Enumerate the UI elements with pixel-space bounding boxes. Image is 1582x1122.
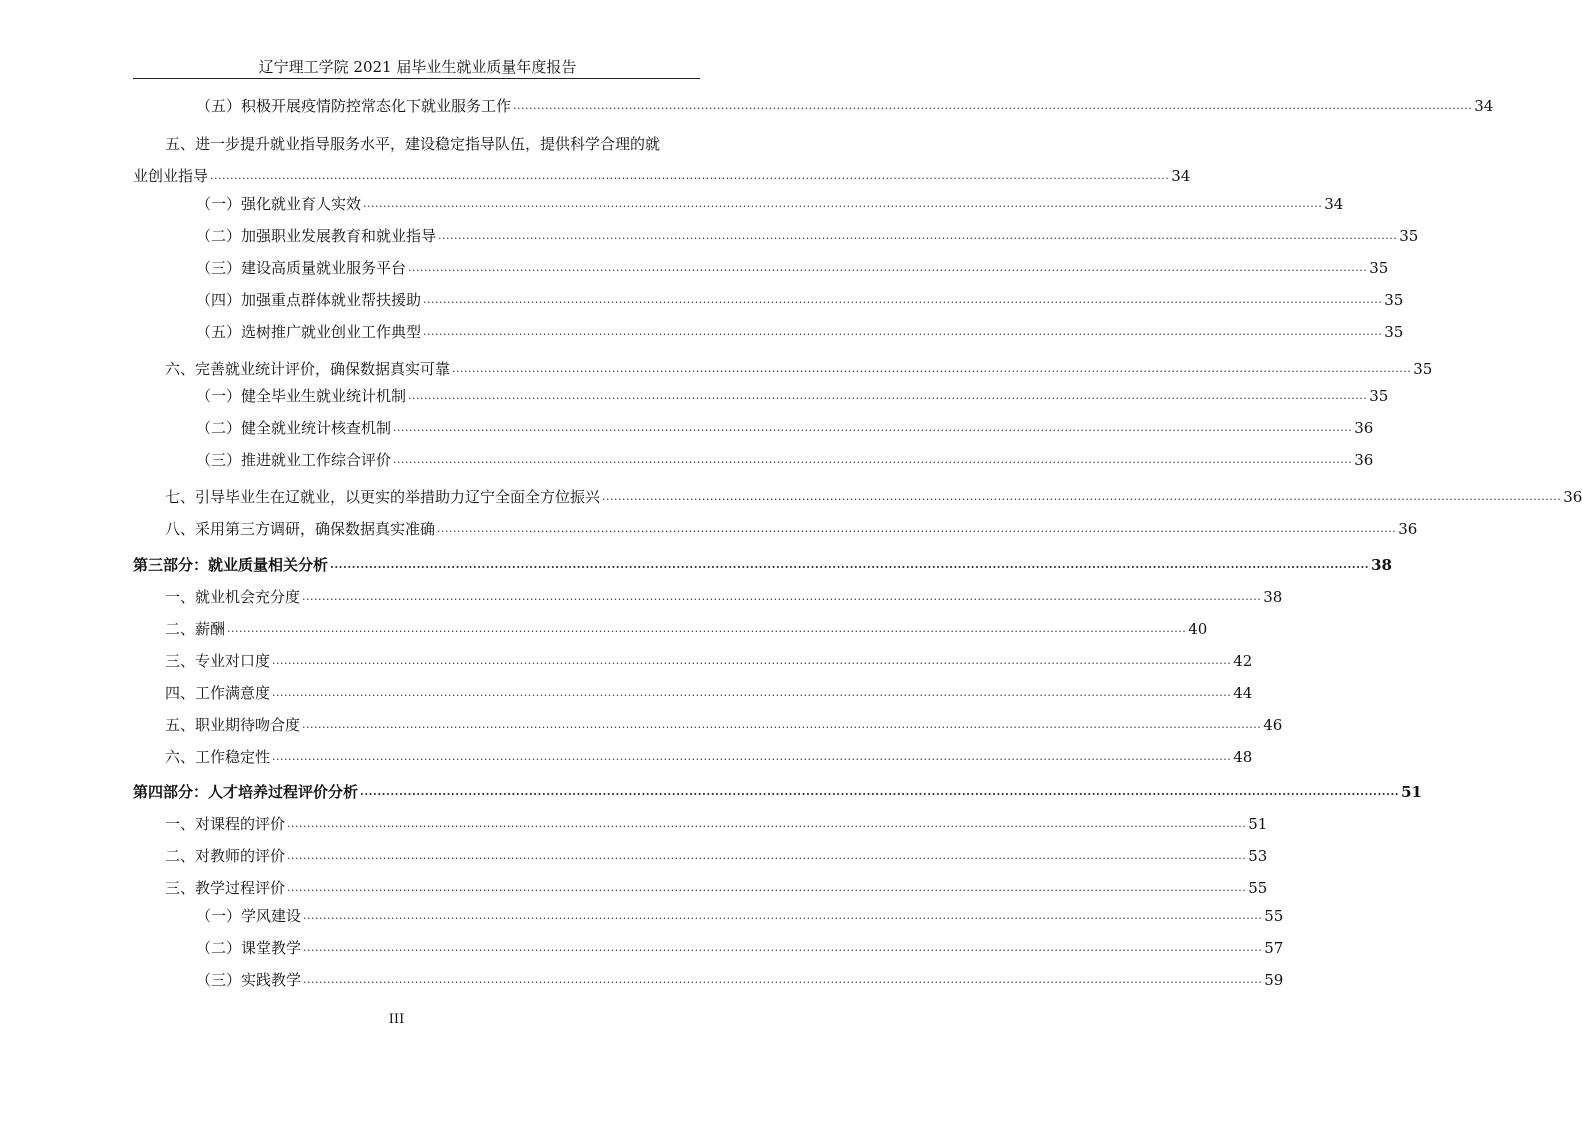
toc-entry-page: 34 xyxy=(1474,97,1494,115)
dot-leader: ................................................................................................................................................................................................................................................ xyxy=(513,99,1473,112)
toc-entry-label: （四）加强重点群体就业帮扶援助 xyxy=(196,291,422,309)
toc-entry[interactable] xyxy=(133,906,1284,926)
toc-entry-label: （一）学风建设 xyxy=(196,907,302,925)
toc-entry-label: 六、完善就业统计评价，确保数据真实可靠 xyxy=(165,360,451,378)
toc-entry-page: 55 xyxy=(1248,879,1268,897)
toc-entry[interactable] xyxy=(133,258,1389,278)
dot-leader: ................................................................................................................................................................................................................................................ xyxy=(287,849,1247,862)
toc-entry[interactable] xyxy=(133,587,1283,607)
toc-entry-label: 三、教学过程评价 xyxy=(165,879,286,897)
toc-entry[interactable] xyxy=(133,290,1404,310)
toc-entry-page: 42 xyxy=(1233,652,1253,670)
toc-entry-label: 业创业指导 xyxy=(133,167,209,185)
dot-leader: ................................................................................................................................................................................................................................................ xyxy=(287,817,1247,830)
dot-leader: ................................................................................................................................................................................................................................................ xyxy=(408,261,1368,274)
toc-entry[interactable] xyxy=(133,619,1208,639)
dot-leader: ................................................................................................................................................................................................................................................ xyxy=(302,590,1262,603)
toc-entry[interactable] xyxy=(133,386,1389,406)
header-rule xyxy=(133,78,700,79)
toc-entry[interactable] xyxy=(133,450,1374,470)
toc-entry-label: （二）健全就业统计核查机制 xyxy=(196,419,392,437)
toc-entry[interactable] xyxy=(133,846,1268,866)
toc-entry-label: （五）积极开展疫情防控常态化下就业服务工作 xyxy=(196,97,512,115)
toc-entry-page: 35 xyxy=(1384,291,1404,309)
dot-leader: ................................................................................................................................................................................................................................................ xyxy=(438,229,1398,242)
toc-entry-page: 40 xyxy=(1188,620,1208,638)
toc-entry[interactable] xyxy=(133,322,1404,342)
toc-entry-page: 36 xyxy=(1563,488,1582,506)
toc-entry[interactable] xyxy=(133,651,1253,671)
toc-entry[interactable] xyxy=(133,938,1284,958)
toc-entry-page: 53 xyxy=(1248,847,1268,865)
toc-entry-page: 36 xyxy=(1398,520,1418,538)
toc-entry-label: 五、职业期待吻合度 xyxy=(165,716,301,734)
toc-part-entry[interactable] xyxy=(133,555,1392,575)
toc-entry-label: （五）选树推广就业创业工作典型 xyxy=(196,323,422,341)
toc-entry-label: （三）推进就业工作综合评价 xyxy=(196,451,392,469)
toc-entry-page: 36 xyxy=(1354,419,1374,437)
toc-entry-page: 38 xyxy=(1371,556,1392,574)
dot-leader: ................................................................................................................................................................................................................................................ xyxy=(303,973,1263,986)
dot-leader: ................................................................................................................................................................................................................................................ xyxy=(437,522,1397,535)
toc-entry-label: 二、对教师的评价 xyxy=(165,847,286,865)
dot-leader: ................................................................................................................................................................................................................................................ xyxy=(393,421,1353,434)
running-header: 辽宁理工学院 2021 届毕业生就业质量年度报告 xyxy=(258,58,577,76)
toc-entry[interactable] xyxy=(133,683,1253,703)
toc-entry[interactable] xyxy=(133,359,1433,379)
dot-leader: ................................................................................................................................................................................................................................................ xyxy=(602,490,1562,503)
toc-entry[interactable] xyxy=(133,226,1419,246)
toc-entry-page: 57 xyxy=(1264,939,1284,957)
dot-leader: ................................................................................................................................................................................................................................................ xyxy=(303,909,1263,922)
dot-leader: ................................................................................................................................................................................................................................................ xyxy=(360,785,1400,798)
toc-entry[interactable] xyxy=(133,487,1582,507)
toc-entry-page: 35 xyxy=(1369,387,1389,405)
toc-entry-label: 第三部分：就业质量相关分析 xyxy=(133,556,329,574)
toc-entry-page: 35 xyxy=(1399,227,1419,245)
dot-leader: ................................................................................................................................................................................................................................................ xyxy=(423,293,1383,306)
toc-entry[interactable] xyxy=(133,194,1344,214)
toc-entry-page: 46 xyxy=(1263,716,1283,734)
toc-entry-page: 35 xyxy=(1384,323,1404,341)
toc-entry[interactable] xyxy=(133,519,1418,539)
toc-entry-label: （一）强化就业育人实效 xyxy=(196,195,362,213)
toc-entry[interactable] xyxy=(133,418,1374,438)
dot-leader: ................................................................................................................................................................................................................................................ xyxy=(210,169,1170,182)
toc-entry-page: 36 xyxy=(1354,451,1374,469)
toc-entry-page: 35 xyxy=(1413,360,1433,378)
toc-entry-page: 34 xyxy=(1171,167,1191,185)
toc-entry-label: 二、薪酬 xyxy=(165,620,226,638)
toc-entry-label: （二）课堂教学 xyxy=(196,939,302,957)
toc-entry-page: 38 xyxy=(1263,588,1283,606)
toc-entry-label: 七、引导毕业生在辽就业，以更实的举措助力辽宁全面全方位振兴 xyxy=(165,488,601,506)
toc-entry-label: 六、工作稳定性 xyxy=(165,748,271,766)
dot-leader: ................................................................................................................................................................................................................................................ xyxy=(393,453,1353,466)
toc-entry[interactable] xyxy=(133,970,1284,990)
dot-leader: ................................................................................................................................................................................................................................................ xyxy=(272,750,1232,763)
toc-entry-wrapped-first-line[interactable]: 五、进一步提升就业指导服务水平，建设稳定指导队伍，提供科学合理的就 xyxy=(165,135,661,153)
toc-part-entry[interactable] xyxy=(133,782,1422,802)
toc-entry-label: （三）建设高质量就业服务平台 xyxy=(196,259,407,277)
toc-entry-label: 一、对课程的评价 xyxy=(165,815,286,833)
toc-entry-page: 48 xyxy=(1233,748,1253,766)
dot-leader: ................................................................................................................................................................................................................................................ xyxy=(423,325,1383,338)
toc-entry-label: 四、工作满意度 xyxy=(165,684,271,702)
toc-entry-label: 一、就业机会充分度 xyxy=(165,588,301,606)
dot-leader: ................................................................................................................................................................................................................................................ xyxy=(330,558,1370,571)
toc-entry[interactable] xyxy=(133,814,1268,834)
toc-entry-label: 三、专业对口度 xyxy=(165,652,271,670)
toc-entry-label: （一）健全毕业生就业统计机制 xyxy=(196,387,407,405)
toc-entry-page: 59 xyxy=(1264,971,1284,989)
dot-leader: ................................................................................................................................................................................................................................................ xyxy=(302,718,1262,731)
dot-leader: ................................................................................................................................................................................................................................................ xyxy=(363,197,1323,210)
toc-entry-label: 第四部分：人才培养过程评价分析 xyxy=(133,783,359,801)
dot-leader: ................................................................................................................................................................................................................................................ xyxy=(227,622,1187,635)
dot-leader: ................................................................................................................................................................................................................................................ xyxy=(287,881,1247,894)
page-number: III xyxy=(388,1012,405,1027)
dot-leader: ................................................................................................................................................................................................................................................ xyxy=(452,362,1412,375)
dot-leader: ................................................................................................................................................................................................................................................ xyxy=(272,686,1232,699)
dot-leader: ................................................................................................................................................................................................................................................ xyxy=(303,941,1263,954)
toc-entry[interactable] xyxy=(133,747,1253,767)
toc-entry-page: 51 xyxy=(1401,783,1422,801)
toc-entry-page: 44 xyxy=(1233,684,1253,702)
toc-entry-label: （三）实践教学 xyxy=(196,971,302,989)
dot-leader: ................................................................................................................................................................................................................................................ xyxy=(272,654,1232,667)
toc-entry[interactable] xyxy=(133,715,1283,735)
toc-entry[interactable] xyxy=(133,96,1494,116)
toc-entry[interactable] xyxy=(133,166,1191,186)
toc-entry[interactable] xyxy=(133,878,1268,898)
toc-entry-page: 35 xyxy=(1369,259,1389,277)
toc-entry-label: 八、采用第三方调研，确保数据真实准确 xyxy=(165,520,436,538)
toc-entry-label: （二）加强职业发展教育和就业指导 xyxy=(196,227,437,245)
toc-entry-page: 55 xyxy=(1264,907,1284,925)
toc-entry-page: 51 xyxy=(1248,815,1268,833)
dot-leader: ................................................................................................................................................................................................................................................ xyxy=(408,389,1368,402)
toc-entry-page: 34 xyxy=(1324,195,1344,213)
